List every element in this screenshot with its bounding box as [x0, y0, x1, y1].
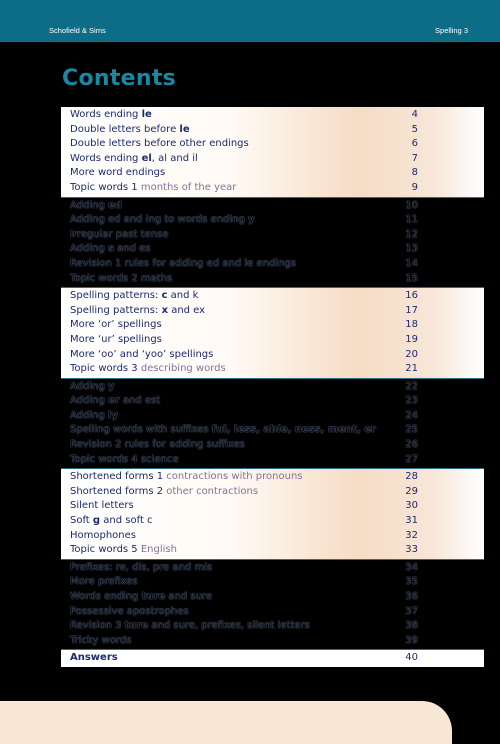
row-title: Adding [70, 395, 109, 407]
page-number: 4 [411, 109, 418, 120]
contents-row-text [70, 590, 212, 605]
page-number: 20 [405, 348, 418, 360]
contents-row-text [70, 634, 131, 649]
row-title: More ‘ur’ spellings [70, 333, 162, 345]
page-number: 26 [405, 439, 418, 451]
contents-row-text [70, 199, 122, 214]
header-bar-corner [0, 0, 72, 42]
contents-row-text [70, 470, 303, 485]
page-number: 19 [405, 333, 418, 345]
page-title: Contents [62, 66, 177, 91]
row-title: Prefixes: re, dis, pre and mis [70, 561, 213, 573]
contents-row[interactable] [61, 423, 484, 438]
page-number: 28 [405, 471, 418, 483]
contents-row-text [70, 152, 198, 167]
row-subtitle: and sure, prefixes, silent letters [148, 620, 310, 632]
row-title: Adding ed and ing to words ending [70, 214, 248, 226]
contents-row[interactable] [61, 605, 484, 620]
page-number: 17 [405, 304, 418, 316]
row-title: More ‘oo’ and ‘yoo’ spellings [70, 348, 214, 360]
contents-row[interactable] [61, 590, 484, 605]
contents-row[interactable] [61, 257, 484, 272]
contents-row-text [70, 561, 212, 576]
contents-row-text [70, 394, 160, 409]
contents-row-text [70, 304, 205, 319]
contents-section [61, 469, 484, 559]
page-number: 31 [405, 515, 418, 527]
contents-row[interactable] [61, 152, 484, 167]
row-title: Words ending [70, 591, 142, 602]
contents-row[interactable] [61, 108, 484, 123]
contents-row-text [70, 605, 189, 620]
contents-row[interactable] [61, 380, 484, 395]
contents-section [61, 197, 484, 289]
contents-row[interactable] [61, 438, 484, 453]
contents-section [61, 378, 484, 470]
row-title: More ‘or’ spellings [70, 319, 162, 331]
contents-row-text [70, 529, 136, 544]
contents-row[interactable] [61, 242, 484, 257]
page-number: 18 [405, 319, 418, 331]
page-number: 24 [405, 409, 418, 421]
page-number: 33 [405, 544, 418, 556]
row-keyword: ed [108, 199, 122, 211]
row-title: Shortened forms 2 [70, 485, 167, 497]
row-subtitle: science [140, 453, 179, 465]
row-keyword: s [108, 243, 114, 255]
row-keyword: y [247, 214, 255, 226]
contents-section [61, 107, 484, 197]
row-title: Adding [70, 243, 109, 255]
contents-row-text [70, 575, 138, 590]
row-title: Adding [70, 199, 109, 211]
row-title: Spelling words with suffixes [70, 424, 212, 436]
contents-row[interactable] [61, 199, 484, 214]
row-title: Irregular past tense [70, 228, 169, 240]
header-book-title: Spelling 3 [435, 26, 468, 35]
row-title: Soft [70, 515, 93, 527]
answers-row[interactable] [61, 651, 484, 666]
row-keyword: le [179, 123, 190, 135]
page-number: 5 [411, 123, 418, 135]
row-title: Topic words 1 [70, 181, 141, 193]
row-subtitle: and es [113, 243, 151, 255]
page-number: 39 [405, 634, 418, 646]
row-title: More prefixes [70, 576, 138, 588]
contents-row[interactable] [61, 470, 484, 485]
bottom-band [0, 701, 452, 744]
contents-row-text [70, 409, 118, 424]
row-title: Adding [70, 409, 109, 421]
row-keyword: ture [124, 620, 149, 632]
row-title: Revision 2 [70, 439, 125, 451]
row-title: Homophones [70, 529, 137, 541]
contents-row[interactable] [61, 619, 484, 634]
row-subtitle: rules for adding suffixes [124, 439, 245, 451]
row-subtitle: and ex [168, 304, 206, 316]
row-keyword: ture [141, 591, 166, 602]
contents-row[interactable] [61, 333, 484, 348]
row-subtitle: and soft c [100, 515, 153, 527]
contents-row-text [70, 438, 245, 453]
contents-row[interactable] [61, 499, 484, 514]
answers-section [61, 650, 484, 667]
row-keyword: x [161, 304, 169, 316]
contents-row-text [70, 289, 198, 304]
contents-row[interactable] [61, 453, 484, 468]
row-title: More word endings [70, 167, 166, 179]
row-keyword: el [141, 152, 152, 164]
row-keyword: g [92, 515, 101, 527]
contents-row-text [70, 423, 376, 438]
contents-row[interactable] [61, 318, 484, 333]
contents-row[interactable] [61, 409, 484, 424]
row-subtitle: rules for adding ed and le endings [124, 257, 296, 269]
row-subtitle: other contractions [166, 485, 259, 497]
row-keyword: c [161, 290, 168, 302]
answers-label: Answers [70, 652, 118, 664]
contents-row[interactable] [61, 272, 484, 287]
row-title: Words ending [70, 152, 142, 164]
contents-row[interactable] [61, 394, 484, 409]
row-title: Possessive apostrophes [70, 605, 189, 617]
row-subtitle: and sure [165, 591, 212, 602]
row-title: Spelling patterns: [70, 290, 162, 302]
page-number: 11 [405, 214, 418, 226]
row-keyword: le [141, 109, 152, 120]
page-number: 16 [405, 290, 418, 302]
row-subtitle: , al and il [151, 152, 198, 164]
contents-row[interactable] [61, 181, 484, 196]
row-title: Topic words 5 [70, 544, 141, 556]
contents-row-text [70, 362, 226, 377]
contents-row[interactable] [61, 543, 484, 558]
contents-section [61, 288, 484, 378]
contents-row-text [70, 318, 162, 333]
contents-row-text [70, 485, 258, 500]
row-subtitle: contractions with pronouns [166, 471, 303, 483]
contents-row-text [70, 123, 190, 138]
page-number: 38 [405, 620, 418, 632]
page-number: 34 [405, 561, 418, 573]
row-keyword: ful, less, able, ness, ment, er [211, 424, 376, 436]
row-subtitle: and k [167, 290, 199, 302]
page-number: 40 [405, 652, 418, 664]
contents-list [61, 107, 484, 667]
contents-row[interactable] [61, 514, 484, 529]
page-number: 35 [405, 576, 418, 588]
row-title: Double letters before other endings [70, 138, 249, 150]
row-subtitle: months of the year [140, 181, 237, 193]
contents-row-text [70, 272, 172, 287]
row-title: Tricky words [70, 634, 132, 646]
row-title: Topic words 2 [70, 272, 141, 284]
contents-row[interactable] [61, 304, 484, 319]
contents-row-text [70, 333, 162, 348]
page-number: 9 [411, 181, 418, 193]
contents-row[interactable] [61, 137, 484, 152]
contents-row[interactable] [61, 362, 484, 377]
row-keyword: ly [108, 409, 118, 421]
contents-row[interactable] [61, 485, 484, 500]
contents-row[interactable] [61, 529, 484, 544]
page-number: 6 [411, 138, 418, 150]
contents-row-text [70, 181, 236, 196]
contents-row-text [70, 543, 177, 558]
contents-row[interactable] [61, 213, 484, 228]
contents-row-text [70, 137, 249, 152]
row-title: Words ending [70, 109, 142, 120]
contents-row[interactable] [61, 561, 484, 576]
contents-row-text [70, 380, 115, 395]
contents-row[interactable] [61, 348, 484, 363]
page-number: 37 [405, 605, 418, 617]
page-number: 14 [405, 257, 418, 269]
row-keyword: er [108, 395, 120, 407]
contents-row-text [70, 242, 151, 257]
row-title: Double letters before [70, 123, 180, 135]
page-number: 36 [405, 591, 418, 602]
contents-row-text [70, 213, 255, 228]
contents-row[interactable] [61, 123, 484, 138]
contents-row-text [70, 257, 296, 272]
row-title: Topic words 3 [70, 363, 141, 375]
page-number: 21 [405, 363, 418, 375]
row-subtitle: English [140, 544, 177, 556]
contents-row[interactable] [61, 634, 484, 649]
contents-row-text [70, 166, 165, 181]
row-title: Adding [70, 380, 109, 392]
contents-row-text [70, 108, 152, 123]
page-number: 12 [405, 228, 418, 240]
page-number: 8 [411, 167, 418, 179]
contents-row-text [70, 453, 178, 468]
page-number: 32 [405, 529, 418, 541]
page-number: 7 [411, 152, 418, 164]
header-publisher: Schofield & Sims [49, 26, 106, 35]
page-number: 29 [405, 485, 418, 497]
page-number: 30 [405, 500, 418, 512]
contents-section [61, 559, 484, 651]
page-number: 22 [405, 380, 418, 392]
row-title: Shortened forms 1 [70, 471, 167, 483]
row-subtitle: maths [140, 272, 173, 284]
contents-row[interactable] [61, 166, 484, 181]
page-number: 10 [405, 199, 418, 211]
contents-row-text [70, 348, 213, 363]
contents-row-text [70, 499, 134, 514]
contents-row[interactable] [61, 228, 484, 243]
page-number: 27 [405, 453, 418, 465]
page-number: 15 [405, 272, 418, 284]
contents-row[interactable] [61, 289, 484, 304]
contents-row-text [70, 228, 168, 243]
row-title: Topic words 4 [70, 453, 141, 465]
contents-row-text [70, 514, 153, 529]
row-title: Spelling patterns: [70, 304, 162, 316]
row-title: Silent letters [70, 500, 134, 512]
row-keyword: y [108, 380, 115, 392]
row-title: Revision 3 [70, 620, 125, 632]
header-bar [0, 0, 500, 42]
contents-row[interactable] [61, 575, 484, 590]
row-title: Revision 1 [70, 257, 125, 269]
page-number: 25 [405, 424, 418, 436]
page-number: 13 [405, 243, 418, 255]
contents-row-text [70, 619, 310, 634]
row-subtitle: and est [119, 395, 161, 407]
row-subtitle: describing words [140, 363, 226, 375]
page-number: 23 [405, 395, 418, 407]
